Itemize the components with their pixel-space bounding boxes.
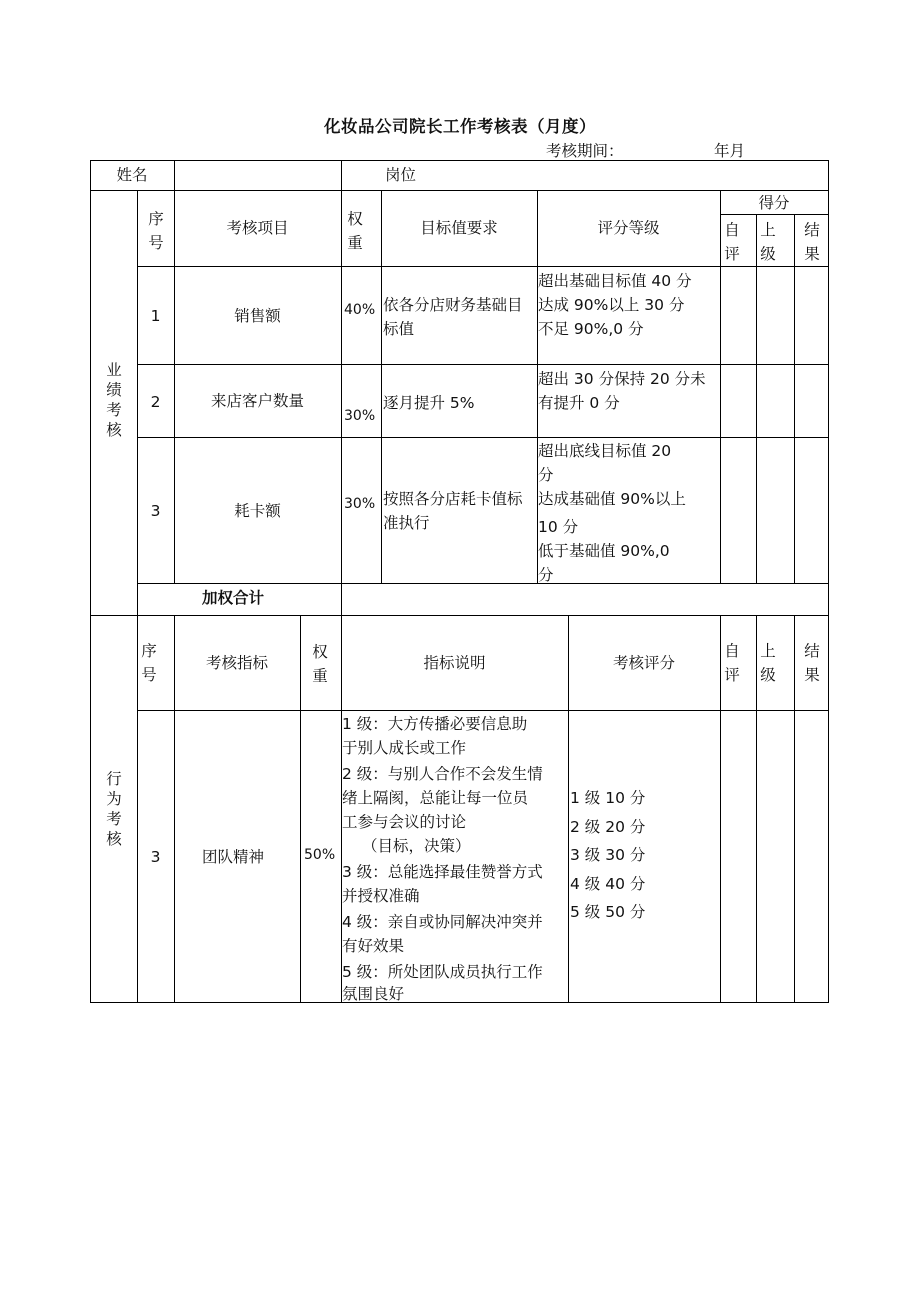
perf-row3-weight: 30% <box>344 496 376 512</box>
behav-score-4: 4 级 40 分 <box>570 875 646 893</box>
perf-col-grade: 评分等级 <box>597 219 660 237</box>
position-label: 岗位 <box>385 166 417 184</box>
behav-row-weight: 50% <box>304 847 336 863</box>
behav-col-indicator: 考核指标 <box>205 654 268 672</box>
behav-desc-line-1: 1 级：大方传播必要信息助 <box>342 715 528 733</box>
perf-row1-grade-3: 不足 90%,0 分 <box>538 320 644 338</box>
perf-row1-target: 依各分店财务基础目标值 <box>383 296 523 338</box>
period-label: 考核期间： <box>546 142 624 160</box>
behav-col-self: 自评 <box>724 642 740 684</box>
behav-row-indicator: 团队精神 <box>202 848 265 866</box>
perf-row1-grade-2: 达成 90%以上 30 分 <box>538 296 685 314</box>
perf-row2-seq: 2 <box>150 393 161 411</box>
behav-score-2: 2 级 20 分 <box>570 818 646 836</box>
behav-col-superior: 上级 <box>760 642 776 684</box>
behav-desc-line-7: 3 级：总能选择最佳赞誉方式 <box>342 863 543 881</box>
behav-row-seq: 3 <box>150 848 161 866</box>
behav-col-score: 考核评分 <box>612 654 675 672</box>
perf-row3-grade-6: 分 <box>538 566 554 584</box>
perf-row2-weight: 30% <box>344 408 376 424</box>
perf-row1-grade-1: 超出基础目标值 40 分 <box>538 272 692 290</box>
name-value <box>175 163 341 187</box>
page-title: 化妆品公司院长工作考核表（月度） <box>324 117 596 136</box>
perf-col-weight: 权重 <box>347 210 363 252</box>
behav-desc-line-4: 绪上隔阂，总能让每一位员 <box>342 789 529 807</box>
behav-desc-line-11: 5 级：所处团队成员执行工作 <box>342 963 543 981</box>
weighted-total-label: 加权合计 <box>202 589 265 607</box>
behav-score-3: 3 级 30 分 <box>570 846 646 864</box>
perf-row2-item: 来店客户数量 <box>210 392 304 410</box>
perf-row2-target: 逐月提升 5% <box>383 394 475 412</box>
score-label: 得分 <box>758 194 790 212</box>
perf-row2-grade-2: 有提升 0 分 <box>538 394 620 412</box>
behav-score-1: 1 级 10 分 <box>570 789 646 807</box>
perf-row3-grade-1: 超出底线目标值 20 <box>538 442 672 460</box>
perf-section-label: 业绩考核 <box>106 361 122 439</box>
perf-col-seq: 序号 <box>148 210 164 252</box>
behav-desc-line-2: 于别人成长或工作 <box>342 739 467 757</box>
behav-col-weight: 权重 <box>312 643 328 685</box>
perf-row1-item: 销售额 <box>234 307 281 325</box>
behav-desc-line-9: 4 级：亲自或协同解决冲突并 <box>342 913 543 931</box>
perf-row3-target: 按照各分店耗卡值标准执行 <box>383 490 523 532</box>
perf-col-target: 目标值要求 <box>420 219 498 237</box>
behav-section-label: 行为考核 <box>106 770 122 848</box>
perf-row2-grade-1: 超出 30 分保持 20 分未 <box>538 370 706 388</box>
behav-desc-line-6: （目标，决策） <box>362 837 471 855</box>
behav-desc-line-8: 并授权准确 <box>342 887 420 905</box>
behav-desc-line-3: 2 级：与别人合作不会发生情 <box>342 765 543 783</box>
perf-col-superior: 上级 <box>760 221 776 263</box>
perf-row3-item: 耗卡额 <box>234 502 281 520</box>
behav-col-seq: 序号 <box>141 642 157 684</box>
perf-col-self: 自评 <box>724 221 740 263</box>
behav-desc-line-5: 工参与会议的讨论 <box>342 813 467 831</box>
behav-desc-line-12: 氛围良好 <box>342 985 405 1003</box>
perf-col-item: 考核项目 <box>226 219 289 237</box>
behav-col-desc: 指标说明 <box>423 654 486 672</box>
perf-row1-seq: 1 <box>150 307 161 325</box>
behav-col-result: 结果 <box>804 642 820 684</box>
perf-row3-seq: 3 <box>150 502 161 520</box>
perf-row3-grade-4: 10 分 <box>538 518 579 536</box>
perf-row3-grade-5: 低于基础值 90%,0 <box>538 542 670 560</box>
period-year-month: 年月 <box>714 142 746 160</box>
behav-desc-line-10: 有好效果 <box>342 937 405 955</box>
perf-col-result: 结果 <box>804 221 820 263</box>
perf-row3-grade-2: 分 <box>538 466 554 484</box>
behav-score-5: 5 级 50 分 <box>570 903 646 921</box>
perf-row3-grade-3: 达成基础值 90%以上 <box>538 490 686 508</box>
name-label: 姓名 <box>116 166 148 184</box>
perf-row1-weight: 40% <box>344 302 376 318</box>
